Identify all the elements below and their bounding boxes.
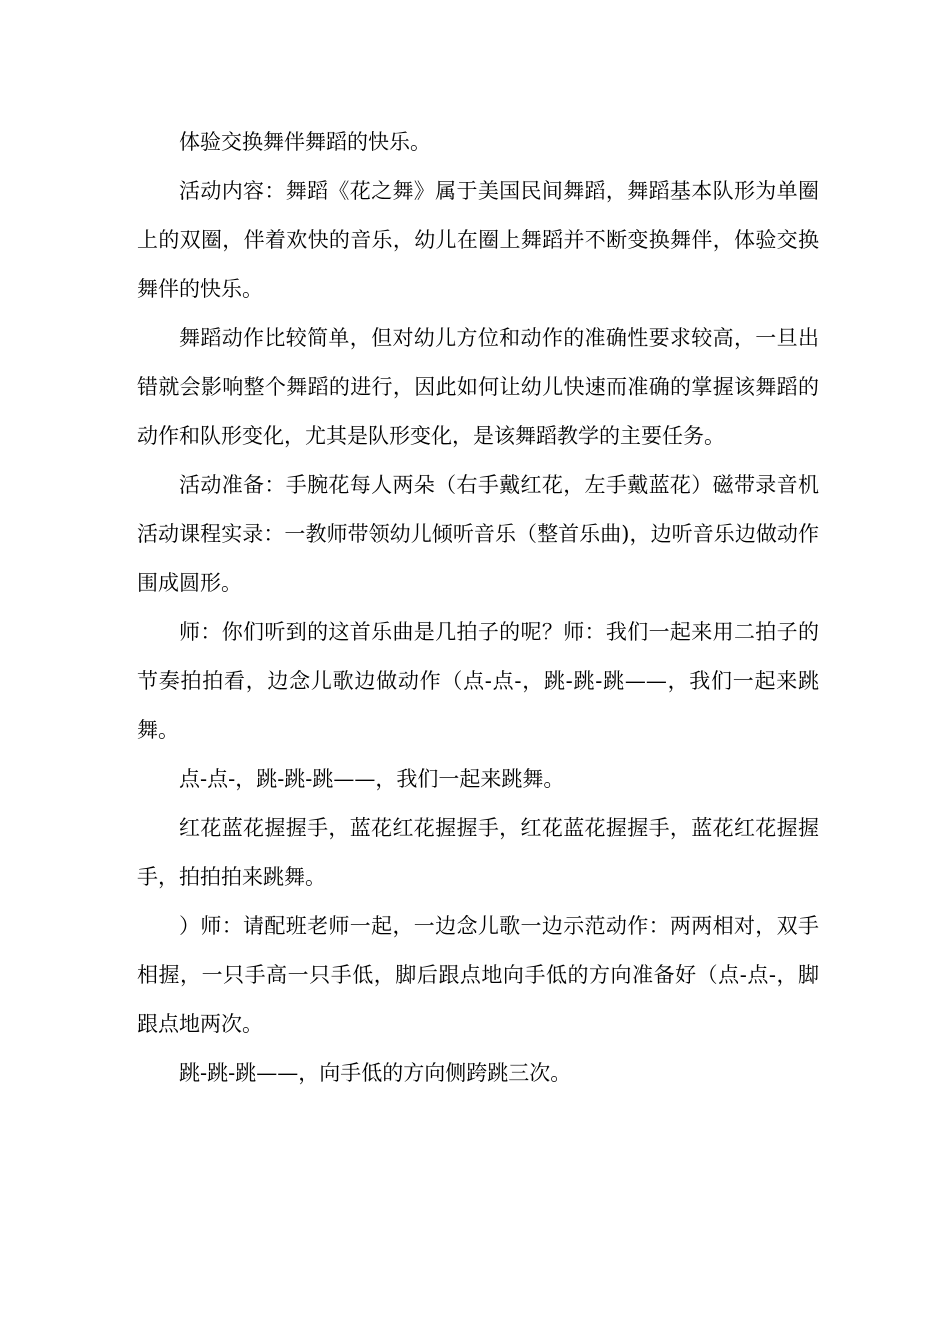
paragraph-8: ）师：请配班老师一起，一边念儿歌一边示范动作：两两相对，双手相握，一只手高一只手低，脚后跟点地向手低的方向准备好（点-点-，脚跟点地两次。 bbox=[137, 914, 819, 1036]
paragraph-2: 活动内容：舞蹈《花之舞》属于美国民间舞蹈，舞蹈基本队形为单圈上的双圈，伴着欢快的音乐，幼儿在圈上舞蹈并不断变换舞伴，体验交换舞伴的快乐。 bbox=[137, 179, 819, 301]
paragraph-4: 活动准备：手腕花每人两朵（右手戴红花，左手戴蓝花）磁带录音机活动课程实录：一教师带领幼儿倾听音乐（整首乐曲)，边听音乐边做动作围成圆形。 bbox=[137, 473, 819, 595]
paragraph-6: 点-点-，跳-跳-跳——，我们一起来跳舞。 bbox=[179, 767, 565, 791]
document-body bbox=[137, 118, 819, 1098]
paragraph-1: 体验交换舞伴舞蹈的快乐。 bbox=[179, 130, 431, 154]
paragraph-5: 师：你们听到的这首乐曲是几拍子的呢？师：我们一起来用二拍子的节奏拍拍看，边念儿歌边做动作（点-点-，跳-跳-跳——，我们一起来跳舞。 bbox=[137, 620, 819, 742]
paragraph-7: 红花蓝花握握手，蓝花红花握握手，红花蓝花握握手，蓝花红花握握手，拍拍拍来跳舞。 bbox=[137, 816, 819, 889]
paragraph-9: 跳-跳-跳——，向手低的方向侧跨跳三次。 bbox=[179, 1061, 572, 1085]
paragraph-3: 舞蹈动作比较简单，但对幼儿方位和动作的准确性要求较高，一旦出错就会影响整个舞蹈的进行，因此如何让幼儿快速而准确的掌握该舞蹈的动作和队形变化，尤其是队形变化，是该舞蹈教学的主要任务。 bbox=[137, 326, 819, 448]
